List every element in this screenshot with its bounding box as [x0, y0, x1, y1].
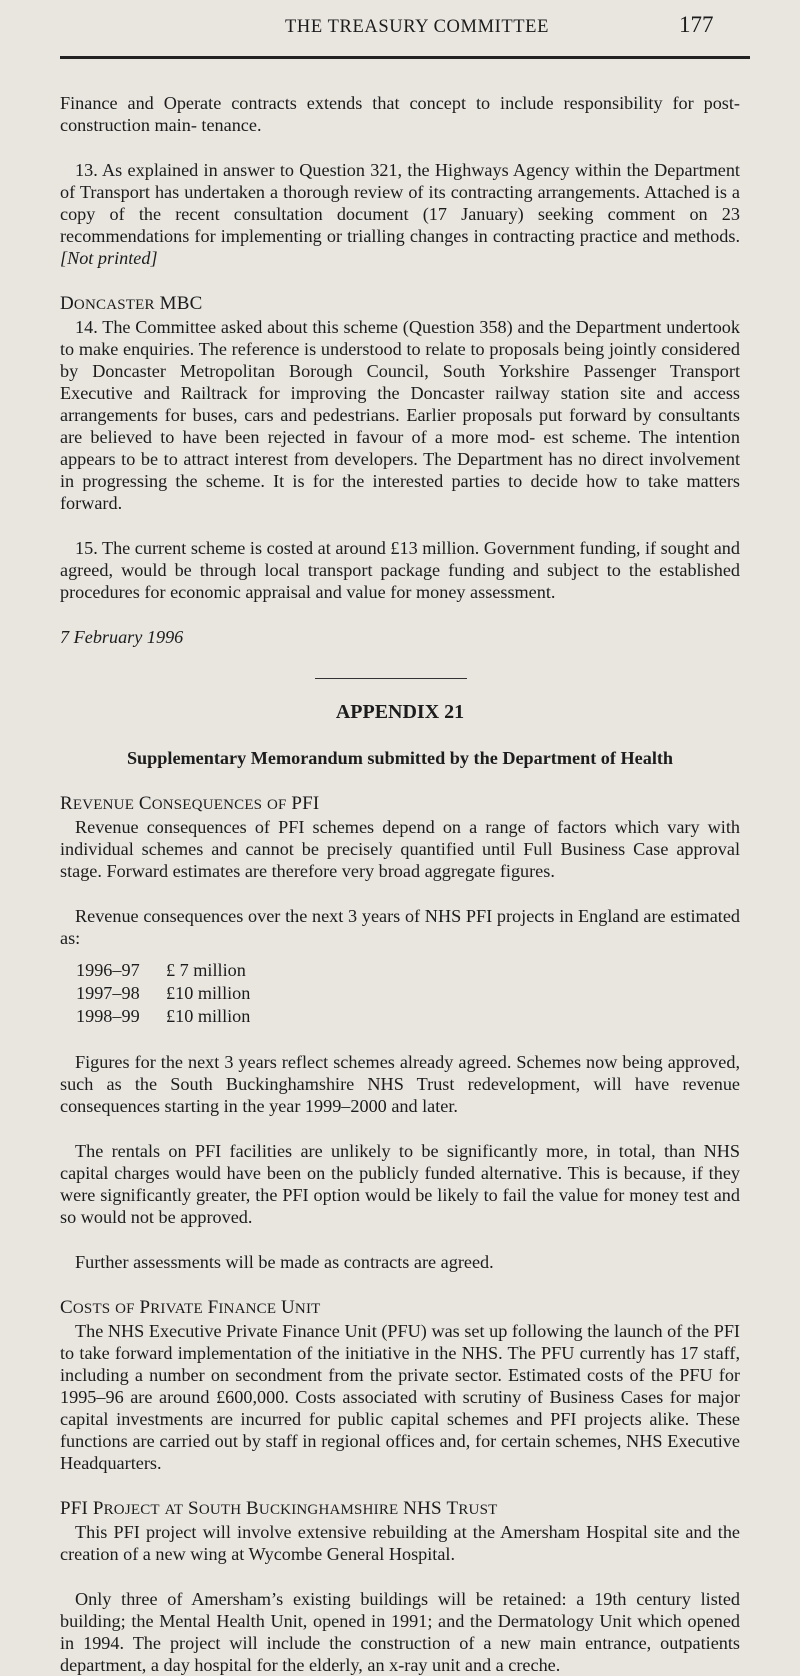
page-number: 177 [679, 12, 714, 37]
running-title: THE TREASURY COMMITTEE [285, 17, 549, 37]
revenue-figures-list [76, 959, 740, 1028]
memo-date: 7 February 1996 [60, 627, 184, 647]
figure-year: 1998–99 [76, 1006, 140, 1026]
header-rule [60, 56, 750, 59]
figure-year: 1996–97 [76, 960, 140, 980]
appendix-subtitle: Supplementary Memorandum submitted by the Department of Health [126, 748, 674, 768]
figure-row [76, 1005, 740, 1028]
paragraph-revenue-intro: Revenue consequences of PFI schemes depend on a range of factors which vary with individual schemes and cannot be precisely quantified until Full Business Case approval stage. Forward estimates are therefore very broad aggregate figures. [60, 817, 740, 881]
document-body [60, 92, 740, 1676]
figure-amount: £10 million [166, 983, 251, 1003]
figure-year: 1997–98 [76, 983, 140, 1003]
appendix-title: APPENDIX 21 [335, 701, 465, 723]
figure-amount: £ 7 million [166, 960, 246, 980]
heading-costs-pfu: COSTS OF PRIVATE FINANCE UNIT [60, 1297, 321, 1318]
paragraph-continuation: Finance and Operate contracts extends that concept to include responsibility for post-construction main- tenance. [60, 93, 740, 135]
paragraph-next-years: Figures for the next 3 years reflect schemes already agreed. Schemes now being approved, such as the South Buckinghamshire NHS Trust redevelopment, will have revenue consequences starting in the year 1999–2000 and later. [60, 1052, 740, 1116]
paragraph-pfi-project: This PFI project will involve extensive rebuilding at the Amersham Hospital site and the creation of a new wing at Wycombe General Hospital. [60, 1522, 740, 1564]
paragraph-revenue-estimates: Revenue consequences over the next 3 years of NHS PFI projects in England are estimated as: [60, 906, 740, 948]
paragraph-14: 14. The Committee asked about this scheme (Question 358) and the Department undertook to make enquiries. The reference is understood to relate to proposals being jointly considered by Doncaster Metropolitan Borough Council, South Yorkshire Passenger Transport Executive and Railtrack for improving the Doncaster railway station site and access arrangements for buses, cars and pedestrians. Earlier proposals put forward by consultants are believed to have been rejected in favour of a more mod- est scheme. The intention appears to be to attract interest from developers. The Department has no direct involvement in progressing the scheme. It is for the interested parties to decide how to take matters forward. [60, 317, 740, 513]
paragraph-further-assessments: Further assessments will be made as contracts are agreed. [75, 1252, 494, 1272]
figure-amount: £10 million [166, 1006, 251, 1026]
not-printed-note: [Not printed] [60, 248, 158, 268]
paragraph-13 [60, 159, 740, 269]
running-header [0, 14, 800, 40]
heading-revenue-consequences: REVENUE CONSEQUENCES OF PFI [60, 793, 320, 814]
paragraph-amersham: Only three of Amersham’s existing buildings will be retained: a 19th century listed building; the Mental Health Unit, opened in 1991; and the Dermatology Unit which opened in 1994. The project will include the construction of a new main entrance, outpatients department, a day hospital for the elderly, an x-ray unit and a creche. [60, 1589, 740, 1675]
figure-row [76, 959, 740, 982]
figure-row [76, 982, 740, 1005]
paragraph-13-text: 13. As explained in answer to Question 321, the Highways Agency within the Department of Transport has undertaken a thorough review of its contracting arrangements. Attached is a copy of the recent consultation document (17 January) seeking comment on 23 recommendations for implementing or trialling changes in contracting practice and methods. [60, 160, 740, 246]
heading-doncaster-mbc: DONCASTER MBC [60, 293, 203, 314]
paragraph-15: 15. The current scheme is costed at around £13 million. Government funding, if sought and agreed, would be through local transport package funding and subject to the established procedures for economic appraisal and value for money assessment. [60, 538, 740, 602]
paragraph-rentals: The rentals on PFI facilities are unlikely to be significantly more, in total, than NHS capital charges would have been on the publicly funded alternative. This is because, if they were significantly greater, the PFI option would be likely to fail the value for money test and so would not be approved. [60, 1141, 740, 1227]
heading-pfi-project: PFI PROJECT AT SOUTH BUCKINGHAMSHIRE NHS TRUST [60, 1498, 498, 1519]
section-divider [315, 678, 467, 679]
paragraph-pfu: The NHS Executive Private Finance Unit (PFU) was set up following the launch of the PFI to take forward implementation of the initiative in the NHS. The PFU currently has 17 staff, including a number on secondment from the private sector. Estimated costs of the PFU for 1995–96 are around £600,000. Costs associated with scrutiny of Business Cases for major capital investments are incurred for public capital schemes and PFI projects alike. These functions are carried out by staff in regional offices and, for certain schemes, NHS Executive Headquarters. [60, 1321, 740, 1473]
